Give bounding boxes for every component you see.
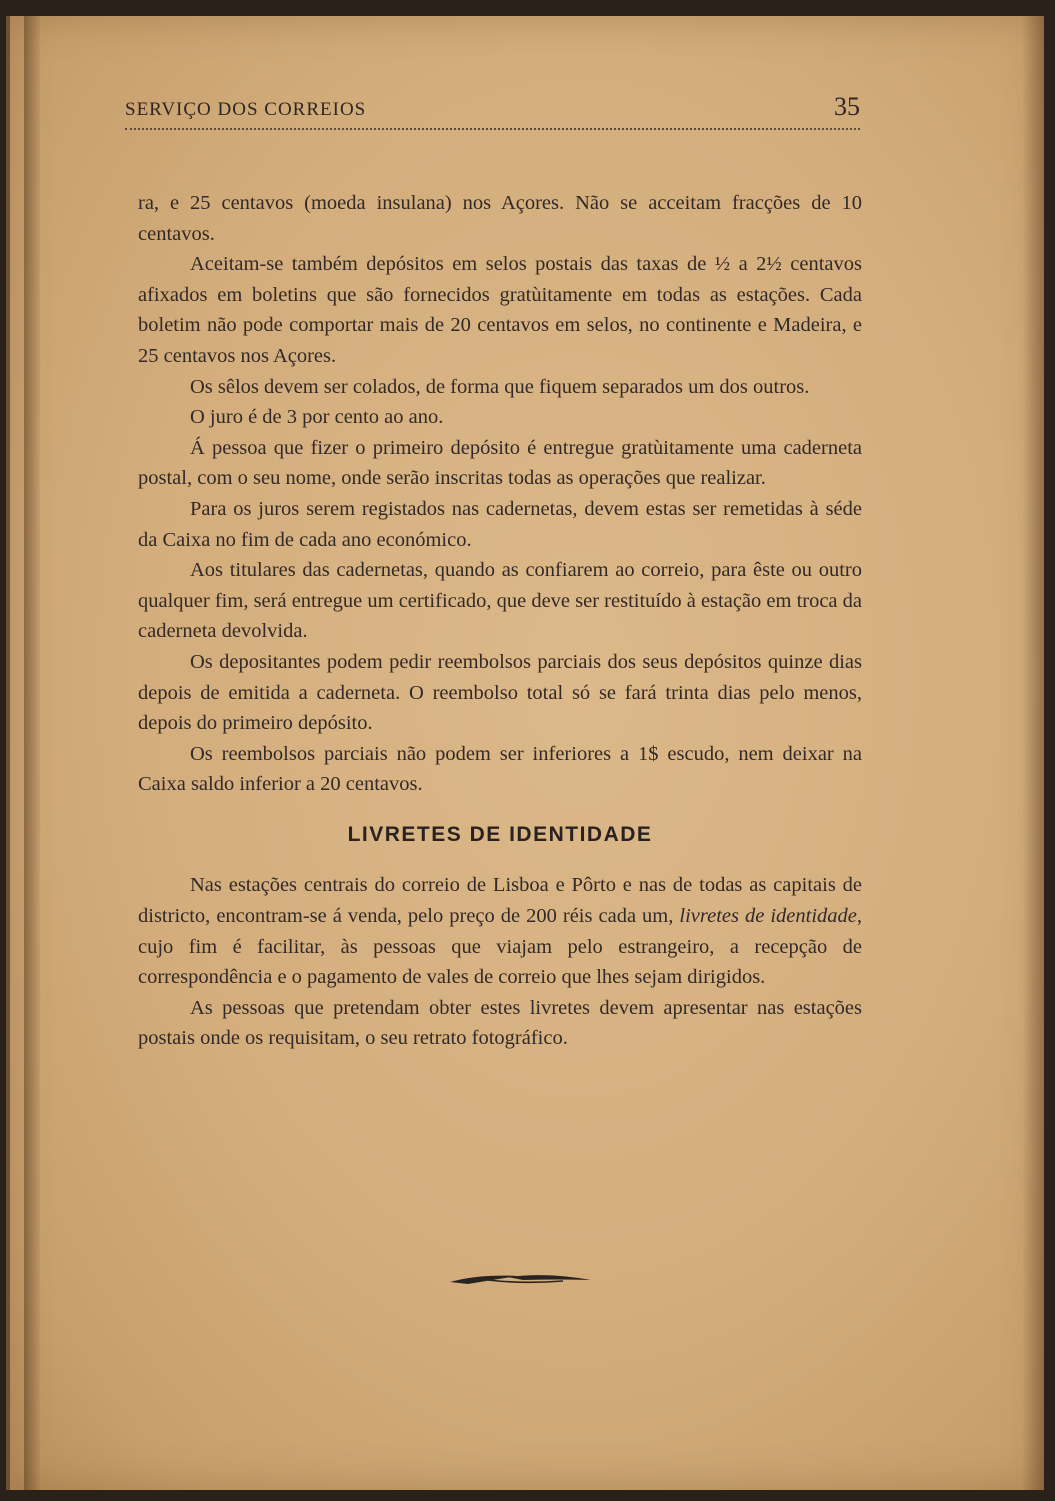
end-ornament-icon [448,1268,593,1290]
paragraph: Os depositantes podem pedir reembolsos parciais dos seus depósitos quinze dias depois de emitida a caderneta. O reembolso total só se fará trinta dias pelo menos, depois do primeiro depósito. [138,650,862,735]
paragraph: Á pessoa que fizer o primeiro depósito é entregue gratùitamente uma caderneta postal, com o seu nome, onde serão inscritas todas as operações que realizar. [138,436,862,490]
page-number: 35 [834,92,860,121]
paragraph: ra, e 25 centavos (moeda insulana) nos Açores. Não se acceitam fracções de 10 centavos. [138,192,862,245]
section-heading: LIVRETES DE IDENTIDADE [347,822,653,846]
book-spine-shadow [24,16,40,1490]
body-text [138,188,862,1054]
paragraph: Aceitam-se também depósitos em selos postais das taxas de ½ a 2½ centavos afixados em boletins que são fornecidos gratùitamente em todas as estações. Cada boletim não pode comportar mais de 20 centavos em selos, no continente e Madeira, e 25 centavos nos Açores. [138,253,862,367]
page-edge-shadow [1022,16,1044,1490]
book-page [6,16,1044,1490]
italic-term: livretes de identidade [679,905,857,928]
paragraph-text: , cujo fim é facilitar, às pessoas que viajam pelo estrangeiro, a recepção de correspondência e o pagamento de vales de correio que lhes sejam dirigidos. [138,905,862,989]
paragraph-text: Nas estações centrais do correio de Lisboa e Pôrto e nas de todas as capitais de districto, encontram-se á venda, pelo preço de 200 réis cada um, [138,874,862,928]
paragraph: Para os juros serem registados nas cadernetas, devem estas ser remetidas à séde da Caixa no fim de cada ano económico. [138,497,862,551]
paragraph [138,870,862,992]
paragraph: O juro é de 3 por cento ao ano. [190,406,444,429]
paragraph: As pessoas que pretendam obter estes livretes devem apresentar nas estações postais onde os requisitam, o seu retrato fotográfico. [138,996,862,1050]
page-header [125,92,860,130]
paragraph: Os sêlos devem ser colados, de forma que fiquem separados um dos outros. [190,375,810,398]
running-head: SERVIÇO DOS CORREIOS [125,99,367,120]
paragraph: Os reembolsos parciais não podem ser inferiores a 1$ escudo, nem deixar na Caixa saldo inferior a 20 centavos. [138,742,862,796]
paragraph: Aos titulares das cadernetas, quando as confiarem ao correio, para êste ou outro qualquer fim, será entregue um certificado, que deve ser restituído à estação em troca da caderneta devolvida. [138,559,863,643]
